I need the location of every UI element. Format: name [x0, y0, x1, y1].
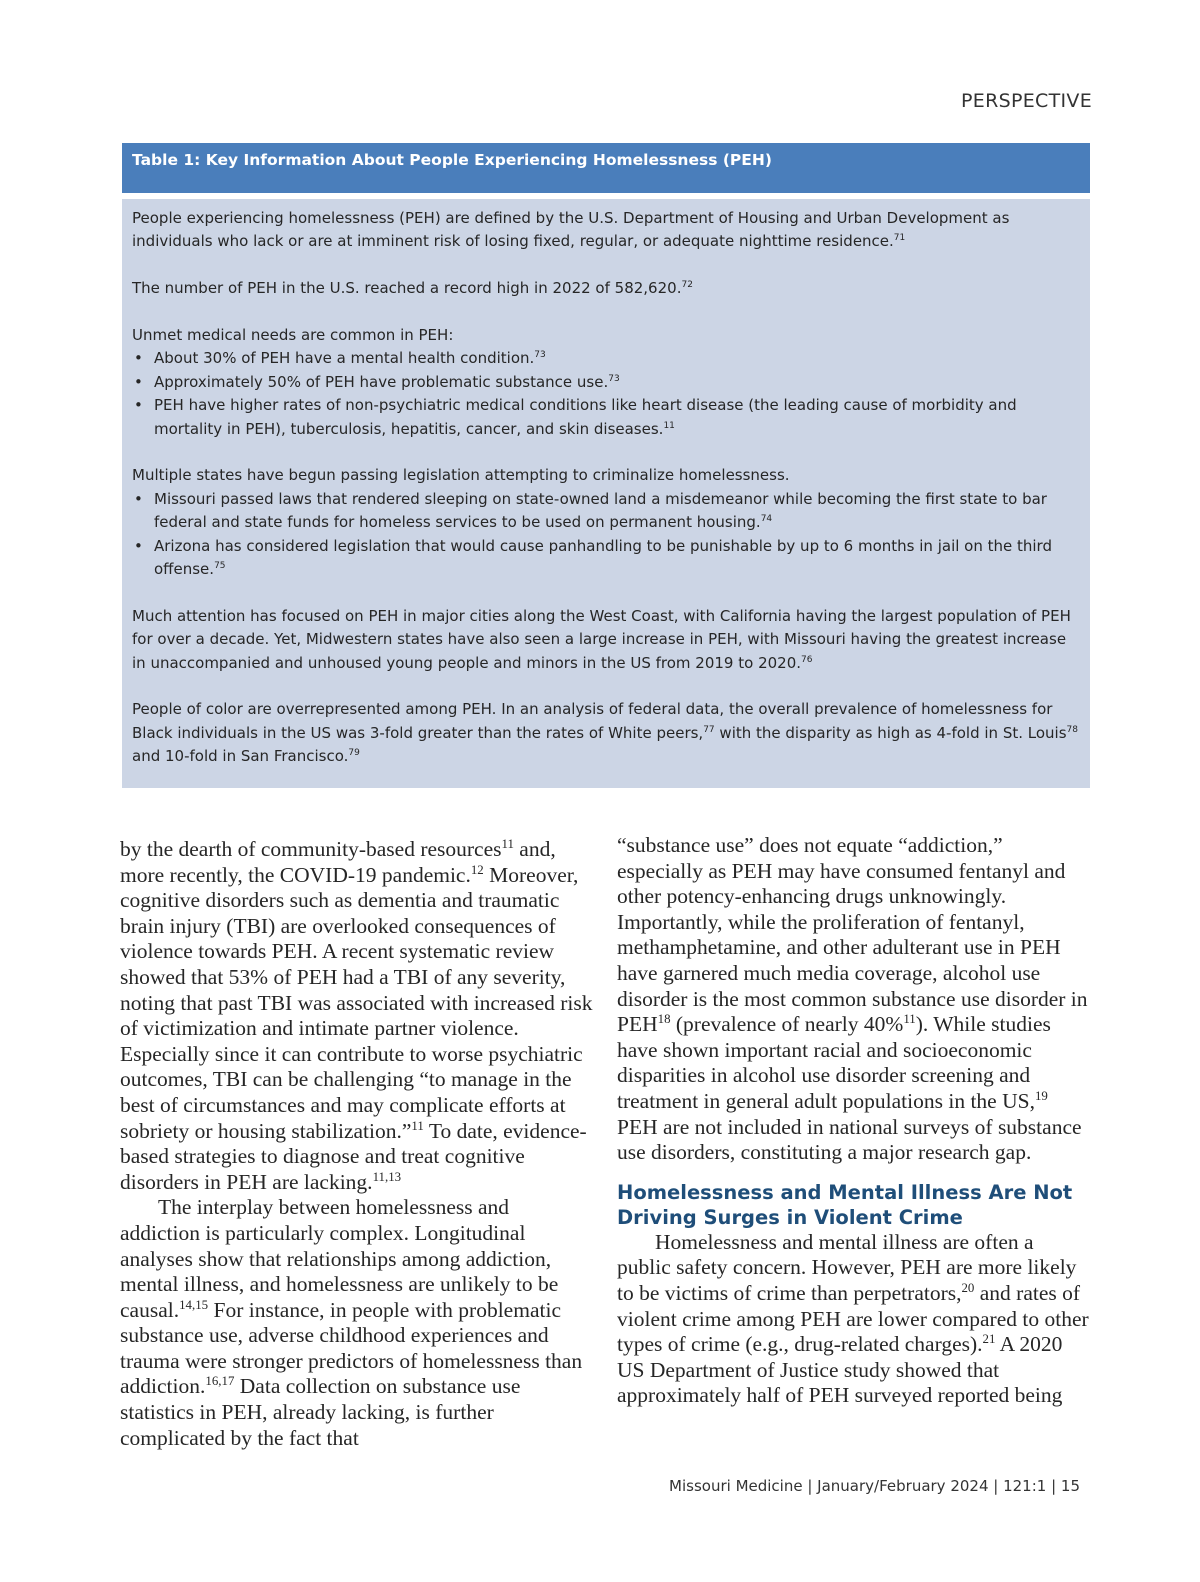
body-paragraph: The interplay between homelessness and addiction is particularly complex. Longitudinal analyses show that relationships among addiction, mental illness, and homelessness are unlikely to be causal.$^{14,15}$ For instance, in people with problematic substance use, adverse childhood experiences and trauma were stronger predictors of homelessness than addiction.$^{16,17}$ Data collection on substance use statistics in PEH, already lacking, is further complicated by the fact that	[120, 1195, 583, 1450]
definition-paragraph: People experiencing homelessness (PEH) are defined by the U.S. Department of Housing and Urban Development as individuals who lack or are at imminent risk of losing fixed, regular, or adequate nighttime residence.$^{71}$	[132, 209, 1010, 251]
count-paragraph: The number of PEH in the U.S. reached a record high in 2022 of 582,620.72	[132, 279, 693, 298]
list-item: • PEH have higher rates of non-psychiatric medical conditions like heart disease (the leading cause of morbidity and mortality in PEH), tuberculosis, hepatitis, cancer, and skin diseases.$^{11}$	[134, 396, 1017, 438]
people-of-color-paragraph: People of color are overrepresented among PEH. In an analysis of federal data, the overall prevalence of homelessness for Black individuals in the US was 3-fold greater than the rates of White peers,$^{77}$ with the disparity as high as 4-fold in St. Louis$^{78}$ and 10-fold in San Francisco.$^{79}$	[132, 700, 1078, 766]
page-footer: Missouri Medicine | January/February 2024 | 121:1 | 15	[669, 1477, 1080, 1495]
table-body	[122, 199, 1090, 788]
list-item: • Arizona has considered legislation that would cause panhandling to be punishable by up to 6 months in jail on the third offense.$^{75}$	[134, 536, 1052, 579]
table-title: Table 1: Key Information About People Experiencing Homelessness (PEH)	[122, 143, 1090, 197]
list-item: • About 30% of PEH have a mental health condition.$^{73}$	[134, 349, 546, 368]
legislation-list	[132, 488, 1080, 582]
body-paragraph: Homelessness and mental illness are often a public safety concern. However, PEH are more likely to be victims of crime than perpetrators,$^{20}$ and rates of violent crime among PEH are lower compared to other types of crime (e.g., drug-related charges).$^{21}$ A 2020 US Department of Justice study showed that approximately half of PEH surveyed reported being	[617, 1229, 1089, 1408]
list-item: • Missouri passed laws that rendered sleeping on state-owned land a misdemeanor while becoming the first state to bar federal and state funds for homeless services to be used on permanent housing.$^{74}$	[134, 489, 1047, 532]
medical-list	[132, 347, 1080, 441]
legislation-lead: Multiple states have begun passing legislation attempting to criminalize homelessness.	[132, 466, 790, 485]
body-paragraph: “substance use” does not equate “addiction,” especially as PEH may have consumed fentanyl and other potency-enhancing drugs unknowingly. Importantly, while the proliferation of fentanyl, methamphetamine, and other adulterant use in PEH have garnered much media coverage, alcohol use disorder is the most common substance use disorder in PEH$^{18}$ (prevalence of nearly 40%$^{11}$). While studies have shown important racial and socioeconomic disparities in alcohol use disorder screening and treatment in general adult populations in the US,$^{19}$ PEH are not included in national surveys of substance use disorders, constituting a major research gap.	[617, 833, 1088, 1165]
right-column	[617, 833, 1091, 1409]
section-heading: Homelessness and Mental Illness Are Not Driving Surges in Violent Crime	[617, 1180, 1073, 1229]
attention-paragraph: Much attention has focused on PEH in major cities along the West Coast, with California having the largest population of PEH for over a decade. Yet, Midwestern states have also seen a large increase in PEH, with Missouri having the greatest increase in unaccompanied and unhoused young people and minors in the US from 2019 to 2020.76	[132, 606, 1071, 672]
key-info-table	[122, 143, 1090, 788]
left-column	[120, 837, 594, 1451]
section-label: PERSPECTIVE	[961, 90, 1092, 112]
body-paragraph: by the dearth of community-based resources$^{11}$ and, more recently, the COVID-19 pandemic.$^{12}$ Moreover, cognitive disorders such as dementia and traumatic brain injury (TBI) are overlooked consequences of violence towards PEH. A recent systematic review showed that 53% of PEH had a TBI of any severity, noting that past TBI was associated with increased risk of victimization and intimate partner violence. Especially since it can contribute to worse psychiatric outcomes, TBI can be challenging “to manage in the best of circumstances and may complicate efforts at sobriety or housing stabilization.”$^{11}$ To date, evidence-based strategies to diagnose and treat cognitive disorders in PEH are lacking.$^{11,13}$	[120, 836, 593, 1194]
list-item: • Approximately 50% of PEH have problematic substance use.$^{73}$	[134, 372, 620, 391]
medical-lead: Unmet medical needs are common in PEH:	[132, 326, 454, 344]
